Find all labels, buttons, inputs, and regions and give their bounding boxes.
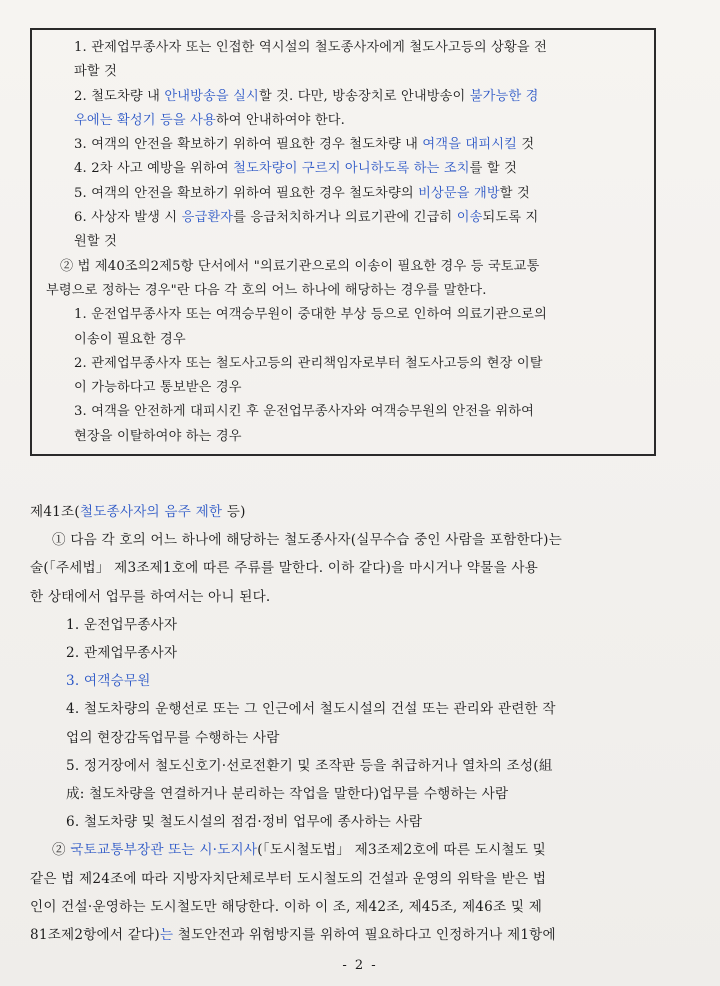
text-segment: 등) <box>222 504 246 520</box>
main-line <box>30 667 670 695</box>
highlighted-text: 는 <box>159 927 174 944</box>
main-line <box>30 583 670 611</box>
main-line <box>30 695 670 723</box>
text-segment: 5. 정거장에서 철도신호기·선로전환기 및 조작판 등을 취급하거나 열차의 조성(組 <box>66 757 553 774</box>
main-line <box>30 921 670 949</box>
box-line <box>46 230 640 254</box>
text-segment: 되도록 지 <box>482 210 539 226</box>
text-segment: 成: 철도차량을 연결하거나 분리하는 작업을 말한다)업무를 수행하는 사람 <box>66 786 509 803</box>
text-segment: 파할 것 <box>74 64 118 80</box>
main-line <box>30 554 670 582</box>
box-line <box>46 182 640 206</box>
main-line <box>30 724 670 752</box>
text-segment: (「도시철도법」 제3조제2호에 따른 도시철도 및 <box>257 842 546 859</box>
box-line <box>46 255 640 279</box>
main-line <box>30 893 670 921</box>
highlighted-text: 철도종사자의 음주 제한 <box>79 504 223 520</box>
main-line <box>30 526 670 554</box>
box-line <box>46 36 640 60</box>
main-line <box>30 639 670 667</box>
box-line <box>46 279 640 303</box>
highlighted-text: 우에는 확성기 등을 사용 <box>74 112 216 128</box>
text-segment: 3. 여객의 안전을 확보하기 위하여 필요한 경우 철도차량 내 <box>74 137 423 153</box>
main-line <box>30 498 670 526</box>
text-segment: 2. 관제업무종사자 또는 철도사고등의 관리책임자로부터 철도사고등의 현장 이탈 <box>74 355 543 371</box>
highlighted-text: 국토교통부장관 또는 시·도지사 <box>70 842 258 859</box>
text-segment: 철도안전과 위험방지를 위하여 필요하다고 인정하거나 제1항에 <box>173 927 556 944</box>
highlighted-text: 3. 여객승무원 <box>66 673 151 690</box>
main-line <box>30 752 670 780</box>
highlighted-text: 이송 <box>456 210 483 226</box>
text-segment: 같은 법 제24조에 따라 지방자치단체로부터 도시철도의 건설과 운영의 위탁을 받은 법 <box>30 870 547 887</box>
text-segment: 1. 운전업무종사자 <box>66 616 178 633</box>
text-segment: ② 법 제40조의2제5항 단서에서 "의료기관으로의 이송이 필요한 경우 등 국토교통 <box>60 258 540 274</box>
text-segment: 이 가능하다고 통보받은 경우 <box>74 380 242 396</box>
text-segment: ① 다음 각 호의 어느 하나에 해당하는 철도종사자(실무수습 중인 사람을 포함한다)는 <box>52 532 562 549</box>
text-segment: 현장을 이탈하여야 하는 경우 <box>74 428 242 444</box>
text-segment: 할 것 <box>499 185 530 201</box>
main-line <box>30 836 670 864</box>
text-segment: 하여 안내하여야 한다. <box>215 112 345 128</box>
text-segment: 6. 철도차량 및 철도시설의 점검·정비 업무에 종사하는 사람 <box>66 814 423 831</box>
text-segment: 4. 철도차량의 운행선로 또는 그 인근에서 철도시설의 건설 또는 관리와 관련한 작 <box>66 701 556 718</box>
text-segment: 술(「주세법」 제3조제1호에 따른 주류를 말한다. 이하 같다)을 마시거나 약물을 사용 <box>30 560 538 577</box>
box-line <box>46 60 640 84</box>
box-line <box>46 376 640 400</box>
text-segment: 것 <box>517 137 535 153</box>
box-line <box>46 352 640 376</box>
text-segment: 81조제2항에서 같다) <box>30 927 160 944</box>
text-segment: 2. 철도차량 내 <box>74 88 165 104</box>
highlighted-text: 안내방송을 실시 <box>164 88 259 104</box>
text-segment: 제41조( <box>30 504 80 520</box>
text-segment: 한 상태에서 업무를 하여서는 아니 된다. <box>30 588 271 605</box>
box-line <box>46 206 640 230</box>
text-segment: 5. 여객의 안전을 확보하기 위하여 필요한 경우 철도차량의 <box>74 185 419 201</box>
box-line <box>46 157 640 181</box>
main-line <box>30 808 670 836</box>
text-segment: 할 것. 다만, 방송장치로 안내방송이 <box>258 88 470 104</box>
article-41-section <box>30 498 670 949</box>
box-line <box>46 400 640 424</box>
page-number: - 2 - <box>342 958 378 973</box>
box-line <box>46 133 640 157</box>
text-segment: 를 할 것 <box>469 161 517 177</box>
text-segment: 1. 운전업무종사자 또는 여객승무원이 중대한 부상 등으로 인하여 의료기관으로의 <box>74 307 547 323</box>
text-segment: 부령으로 정하는 경우"란 다음 각 호의 어느 하나에 해당하는 경우를 말한다. <box>46 282 487 298</box>
box-line <box>46 425 640 449</box>
text-segment: 2. 관제업무종사자 <box>66 645 178 662</box>
text-segment: 업의 현장감독업무를 수행하는 사람 <box>66 729 280 746</box>
text-segment: 인이 건설·운영하는 도시철도만 해당한다. 이하 이 조, 제42조, 제45조, 제46조 및 제 <box>30 898 543 915</box>
box-line <box>46 328 640 352</box>
text-segment: 4. 2차 사고 예방을 위하여 <box>74 161 234 177</box>
text-segment: 원할 것 <box>74 234 118 250</box>
highlighted-text: 철도차량이 구르지 아니하도록 하는 조치 <box>233 161 470 177</box>
highlighted-text: 비상문을 개방 <box>418 185 500 201</box>
text-segment: 6. 사상자 발생 시 <box>74 210 182 226</box>
highlighted-text: 불가능한 경 <box>469 88 539 104</box>
box-line <box>46 303 640 327</box>
text-segment: 를 응급처치하거나 의료기관에 긴급히 <box>233 210 457 226</box>
main-line <box>30 865 670 893</box>
text-segment: 이송이 필요한 경우 <box>74 331 186 347</box>
main-line <box>30 611 670 639</box>
text-segment: 3. 여객을 안전하게 대피시킨 후 운전업무종사자와 여객승무원의 안전을 위하여 <box>74 404 535 420</box>
box-line <box>46 109 640 133</box>
regulation-box <box>30 28 656 456</box>
text-segment: 1. 관제업무종사자 또는 인접한 역시설의 철도종사자에게 철도사고등의 상황을 전 <box>74 40 547 55</box>
highlighted-text: 응급환자 <box>181 210 234 226</box>
text-segment: ② <box>52 842 71 859</box>
main-line <box>30 780 670 808</box>
highlighted-text: 여객을 대피시킬 <box>422 137 517 153</box>
box-line <box>46 85 640 109</box>
